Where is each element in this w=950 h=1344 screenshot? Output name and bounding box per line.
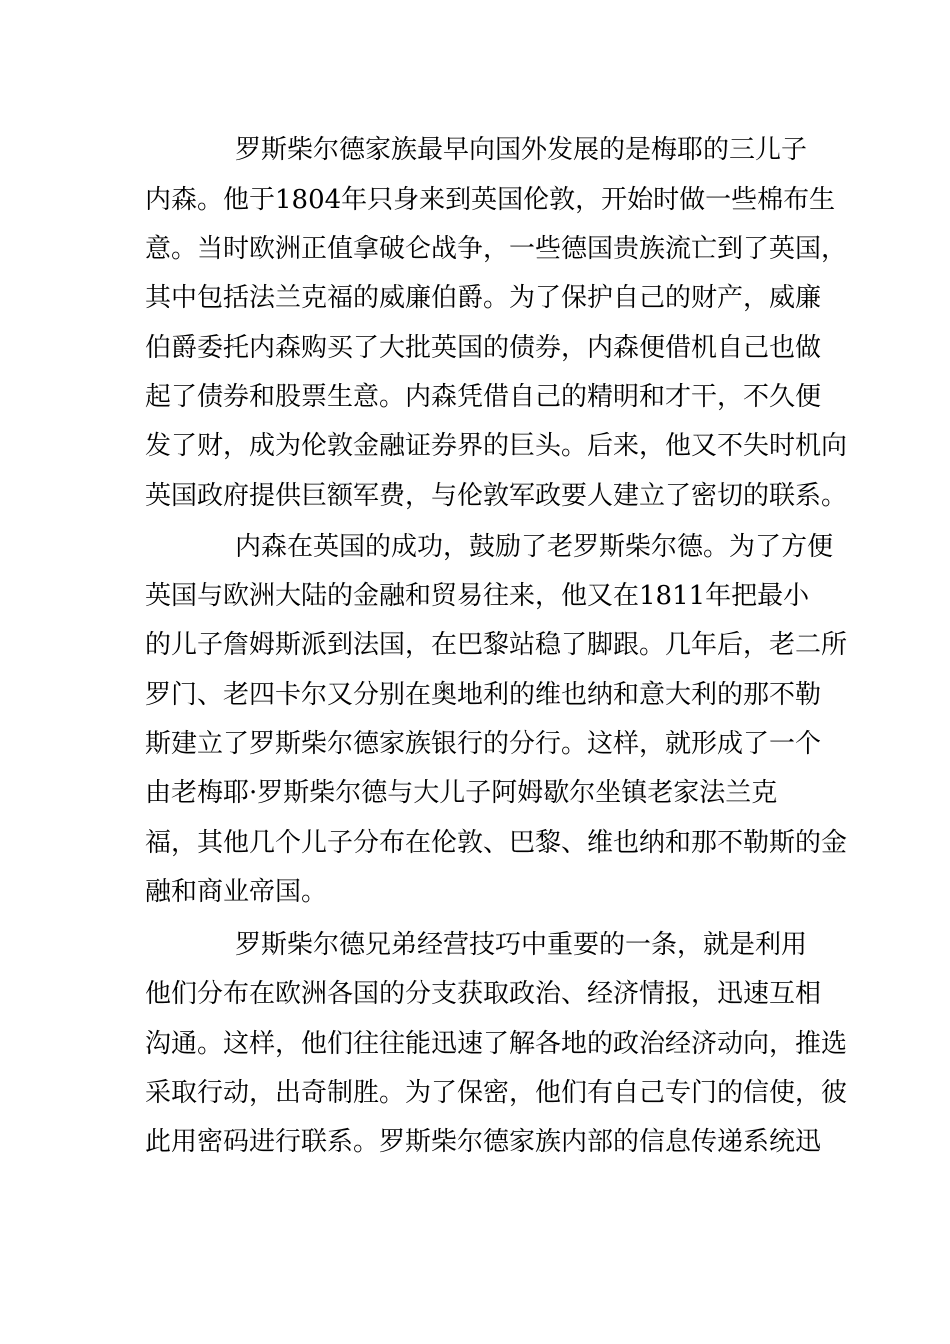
text-line: 福，其他几个儿子分布在伦敦、巴黎、维也纳和那不勒斯的金 (145, 828, 848, 858)
text-line: 内森。他于1804年只身来到英国伦敦，开始时做一些棉布生 (145, 185, 836, 215)
text-line: 斯建立了罗斯柴尔德家族银行的分行。这样，就形成了一个 (145, 729, 822, 759)
text-line: 罗斯柴尔德家族最早向国外发展的是梅耶的三儿子 (235, 135, 808, 165)
text-line: 罗门、老四卡尔又分别在奥地利的维也纳和意大利的那不勒 (145, 680, 822, 710)
text-line: 融和商业帝国。 (145, 877, 328, 907)
text-line: 英国政府提供巨额军费，与伦敦军政要人建立了密切的联系。 (145, 481, 848, 511)
text-line: 伯爵委托内森购买了大批英国的债券，内森便借机自己也做 (145, 333, 822, 363)
text-line: 起了债券和股票生意。内森凭借自己的精明和才干，不久便 (145, 382, 822, 412)
text-line: 内森在英国的成功，鼓励了老罗斯柴尔德。为了方便 (235, 532, 834, 562)
text-line: 由老梅耶·罗斯柴尔德与大儿子阿姆歇尔坐镇老家法兰克 (145, 778, 778, 808)
text-line: 罗斯柴尔德兄弟经营技巧中重要的一条，就是利用 (235, 930, 808, 960)
text-line: 采取行动，出奇制胜。为了保密，他们有自己专门的信使，彼 (145, 1078, 848, 1108)
text-line: 发了财，成为伦敦金融证券界的巨头。后来，他又不失时机向 (145, 431, 848, 461)
text-line: 他们分布在欧洲各国的分支获取政治、经济情报，迅速互相 (145, 979, 822, 1009)
text-line: 意。当时欧洲正值拿破仑战争，一些德国贵族流亡到了英国， (145, 234, 848, 264)
text-line: 此用密码进行联系。罗斯柴尔德家族内部的信息传递系统迅 (145, 1127, 822, 1157)
text-line: 的儿子詹姆斯派到法国，在巴黎站稳了脚跟。几年后，老二所 (145, 630, 848, 660)
text-line: 沟通。这样，他们往往能迅速了解各地的政治经济动向，推选 (145, 1029, 848, 1059)
text-line: 英国与欧洲大陆的金融和贸易往来，他又在1811年把最小 (145, 581, 810, 611)
text-line: 其中包括法兰克福的威廉伯爵。为了保护自己的财产，威廉 (145, 283, 822, 313)
